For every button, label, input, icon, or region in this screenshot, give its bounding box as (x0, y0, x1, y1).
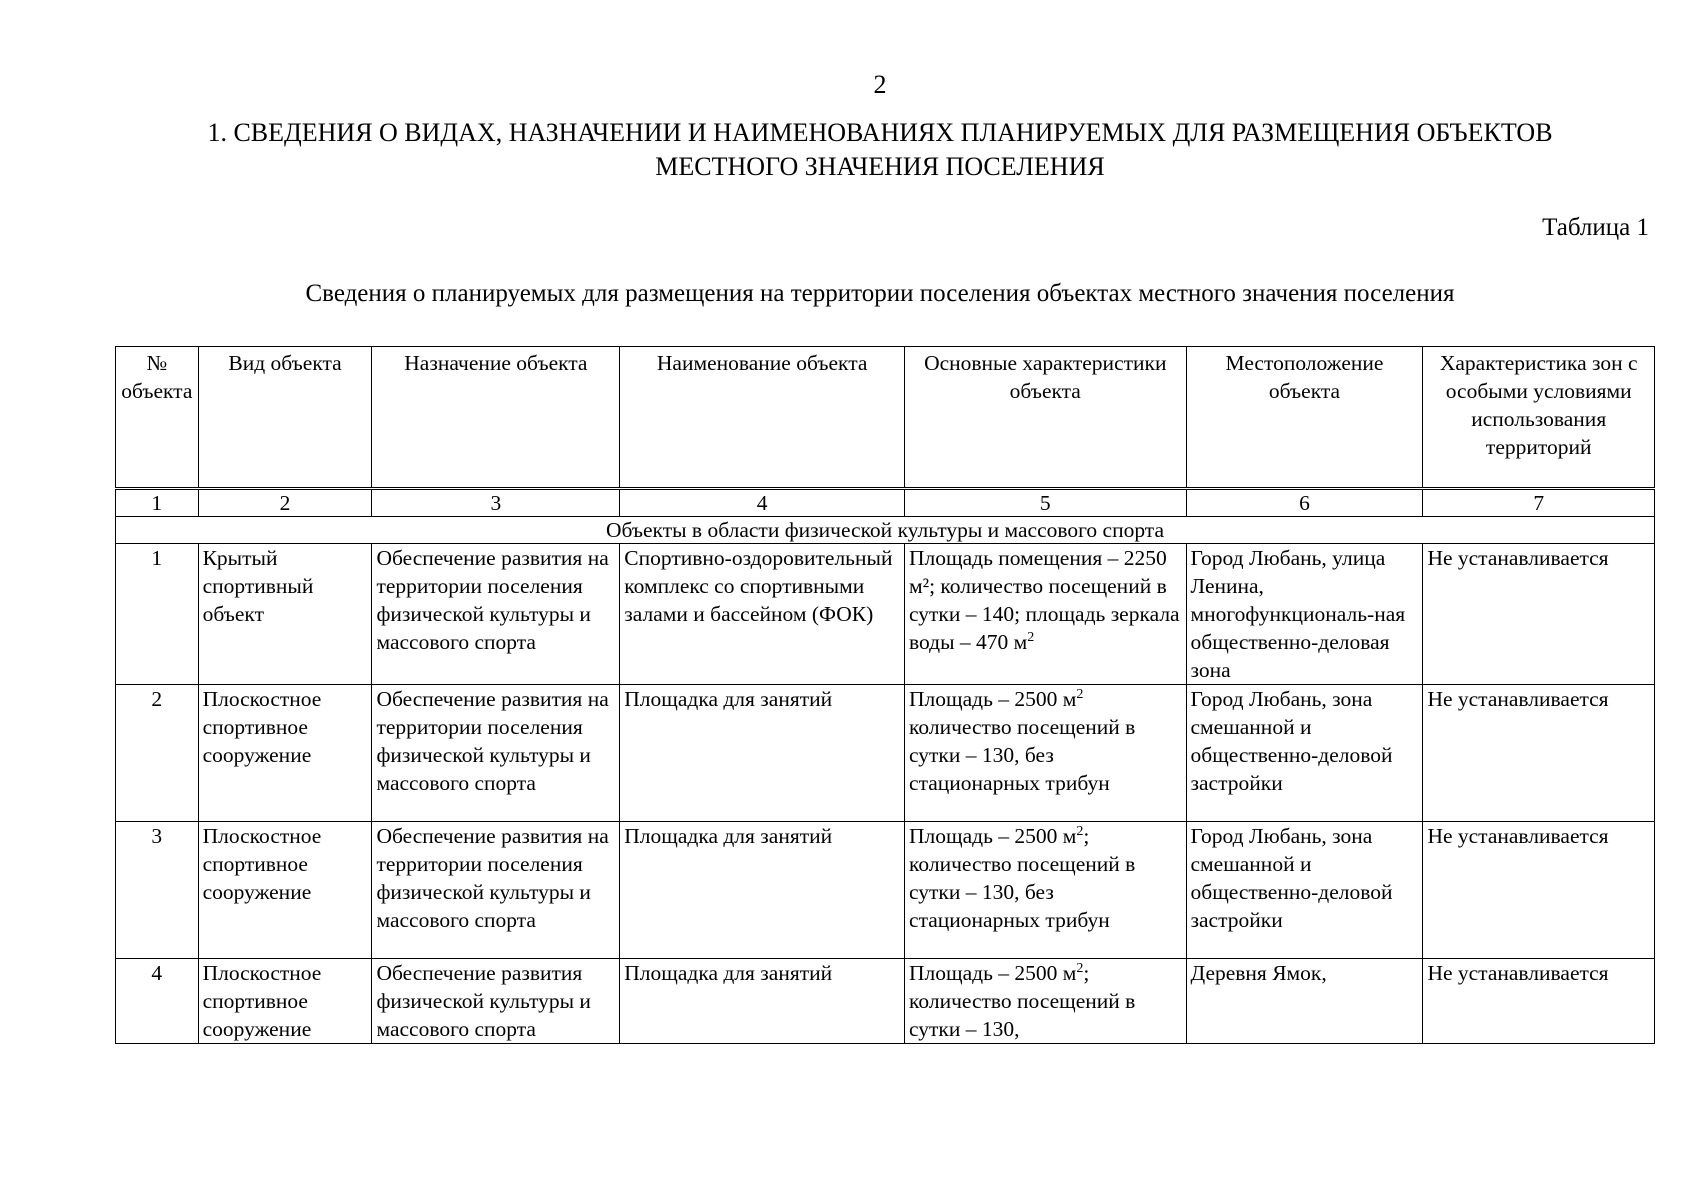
column-header: Характеристика зон с особыми условиями использования территорий (1423, 347, 1655, 489)
cell-number: 1 (116, 544, 199, 685)
cell-name: Спортивно-оздоровительный комплекс со спортивными залами и бассейном (ФОК) (620, 544, 905, 685)
characteristics-text-rest: ; количество посещений в сутки – 130, (909, 961, 1136, 1041)
cell-zones: Не устанавливается (1423, 685, 1655, 822)
characteristics-text-rest: ; количество посещений в сутки – 130, без стационарных трибун (909, 824, 1136, 932)
cell-purpose: Обеспечение развития физической культуры и массового спорта (372, 959, 620, 1044)
superscript: 2 (1076, 960, 1084, 976)
cell-characteristics (905, 685, 1186, 822)
table-label: Таблица 1 (1542, 214, 1649, 241)
cell-location: Город Любань, зона смешанной и общественно-деловой застройки (1186, 685, 1423, 822)
column-header: Наименование объекта (620, 347, 905, 489)
column-number: 6 (1186, 489, 1423, 517)
column-header: Основные характеристики объекта (905, 347, 1186, 489)
column-header: Местоположение объекта (1186, 347, 1423, 489)
objects-table (115, 346, 1655, 1044)
cell-type: Плоскостное спортивное сооружение (198, 685, 372, 822)
column-header: № объекта (116, 347, 199, 489)
column-number: 7 (1423, 489, 1655, 517)
cell-name: Площадка для занятий (620, 685, 905, 822)
column-number-row (116, 489, 1655, 517)
cell-type: Плоскостное спортивное сооружение (198, 959, 372, 1044)
heading-line-1: 1. СВЕДЕНИЯ О ВИДАХ, НАЗНАЧЕНИИ И НАИМЕНОВАНИЯХ ПЛАНИРУЕМЫХ ДЛЯ РАЗМЕЩЕНИЯ ОБЪЕКТОВ (207, 118, 1553, 147)
characteristics-text: Площадь – 2500 м (909, 687, 1077, 711)
superscript: 2 (1027, 629, 1035, 645)
page-number: 2 (873, 70, 887, 99)
cell-name: Площадка для занятий (620, 822, 905, 959)
heading-line-2: МЕСТНОГО ЗНАЧЕНИЯ ПОСЕЛЕНИЯ (655, 152, 1105, 181)
cell-purpose: Обеспечение развития на территории поселения физической культуры и массового спорта (372, 822, 620, 959)
cell-zones: Не устанавливается (1423, 822, 1655, 959)
cell-type: Крытый спортивный объект (198, 544, 372, 685)
superscript: 2 (1076, 823, 1084, 839)
section-title: Объекты в области физической культуры и массового спорта (116, 517, 1655, 544)
table-caption: Сведения о планируемых для размещения на территории поселения объектах местного значения поселения (305, 280, 1455, 307)
characteristics-text: Площадь – 2500 м (909, 824, 1077, 848)
cell-location: Город Любань, улица Ленина, многофункциональ-ная общественно-деловая зона (1186, 544, 1423, 685)
table-row (116, 822, 1655, 959)
cell-number: 3 (116, 822, 199, 959)
cell-characteristics (905, 959, 1186, 1044)
cell-number: 4 (116, 959, 199, 1044)
cell-type: Плоскостное спортивное сооружение (198, 822, 372, 959)
table-row (116, 685, 1655, 822)
cell-purpose: Обеспечение развития на территории поселения физической культуры и массового спорта (372, 544, 620, 685)
document-heading (120, 116, 1640, 184)
column-header: Вид объекта (198, 347, 372, 489)
cell-characteristics (905, 544, 1186, 685)
cell-name: Площадка для занятий (620, 959, 905, 1044)
column-header: Назначение объекта (372, 347, 620, 489)
section-row (116, 517, 1655, 544)
cell-location: Город Любань, зона смешанной и общественно-деловой застройки (1186, 822, 1423, 959)
cell-purpose: Обеспечение развития на территории поселения физической культуры и массового спорта (372, 685, 620, 822)
table-row (116, 959, 1655, 1044)
characteristics-text-rest: количество посещений в сутки – 130, без стационарных трибун (909, 715, 1136, 795)
cell-zones: Не устанавливается (1423, 544, 1655, 685)
characteristics-text: Площадь помещения – 2250 м²; количество посещений в сутки – 140; площадь зеркала воды – 470 м (909, 546, 1180, 654)
column-number: 5 (905, 489, 1186, 517)
column-number: 2 (198, 489, 372, 517)
superscript: 2 (1076, 686, 1084, 702)
cell-zones: Не устанавливается (1423, 959, 1655, 1044)
table-row (116, 544, 1655, 685)
column-number: 4 (620, 489, 905, 517)
column-number: 1 (116, 489, 199, 517)
header-row (116, 347, 1655, 489)
cell-location: Деревня Ямок, (1186, 959, 1423, 1044)
cell-characteristics (905, 822, 1186, 959)
column-number: 3 (372, 489, 620, 517)
cell-number: 2 (116, 685, 199, 822)
characteristics-text: Площадь – 2500 м (909, 961, 1077, 985)
